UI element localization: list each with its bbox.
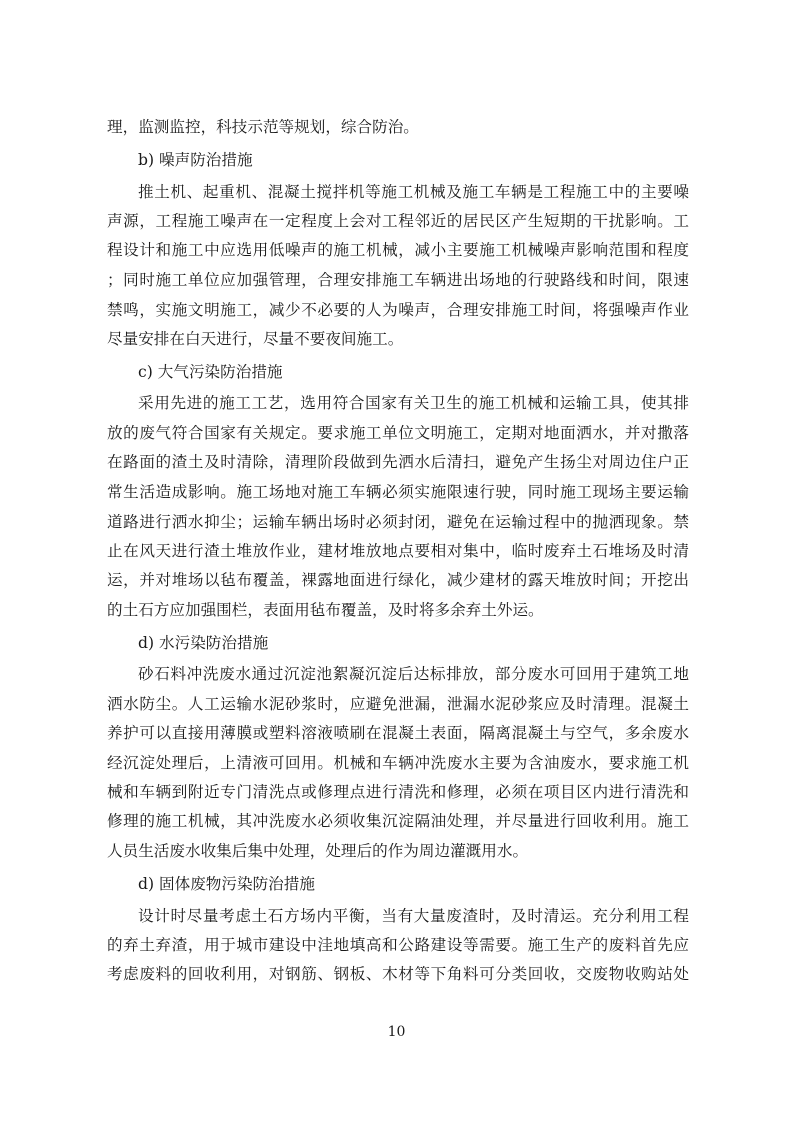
paragraph-line: 常生活造成影响。施工场地对施工车辆必须实施限速行驶，同时施工现场主要运输 [107,483,689,501]
paragraph-line: 声源，工程施工噪声在一定程度上会对工程邻近的居民区产生短期的干扰影响。工 [107,212,689,230]
paragraph-line: 械和车辆到附近专门清洗点或修理点进行清洗和修理，必须在项目区内进行清洗和 [107,783,689,801]
paragraph-line: 的土石方应加强围栏，表面用毡布覆盖，及时将多余弃土外运。 [107,601,544,619]
paragraph-line: 在路面的渣土及时清除，清理阶段做到先洒水后清扫，避免产生扬尘对周边住户正 [107,453,689,471]
paragraph-line: 修理的施工机械，其冲洗废水必须收集沉淀隔油处理，并尽量进行回收利用。施工 [107,812,689,830]
paragraph-line: 运，并对堆场以毡布覆盖，裸露地面进行绿化，减少建材的露天堆放时间；开挖出 [107,571,689,589]
paragraph-line: 止在风天进行渣土堆放作业，建材堆放地点要相对集中，临时废弃土石堆场及时清 [107,542,689,560]
section-heading-solid-waste: d) 固体废物污染防治措施 [138,875,315,893]
paragraph-line: 采用先进的施工工艺，选用符合国家有关卫生的施工机械和运输工具，使其排 [138,394,689,412]
paragraph-line: 设计时尽量考虑土石方场内平衡，当有大量废渣时，及时清运。充分利用工程 [138,907,689,925]
paragraph-line: ；同时施工单位应加强管理，合理安排施工车辆进出场地的行驶路线和时间，限速 [107,271,689,289]
section-heading-air: c) 大气污染防治措施 [138,363,283,381]
paragraph-line: 考虑废料的回收利用，对钢筋、钢板、木材等下角料可分类回收，交废物收购站处 [107,965,689,983]
paragraph-line: 经沉淀处理后，上清液可回用。机械和车辆冲洗废水主要为含油废水，要求施工机 [107,754,689,772]
paragraph-line: 的弃土弃渣，用于城市建设中洼地填高和公路建设等需要。施工生产的废料首先应 [107,936,689,954]
paragraph-line: 洒水防尘。人工运输水泥砂浆时，应避免泄漏，泄漏水泥砂浆应及时清理。混凝土 [107,695,689,713]
paragraph-line: 尽量安排在白天进行，尽量不要夜间施工。 [107,330,404,348]
paragraph-line: 道路进行洒水抑尘；运输车辆出场时必须封闭，避免在运输过程中的抛洒现象。禁 [107,513,689,531]
section-heading-water: d) 水污染防治措施 [138,634,269,652]
paragraph-line: 人员生活废水收集后集中处理，处理后的作为周边灌溉用水。 [107,842,529,860]
paragraph-line: 程设计和施工中应选用低噪声的施工机械，减小主要施工机械噪声影响范围和程度 [107,241,689,259]
paragraph-line: 砂石料冲洗废水通过沉淀池絮凝沉淀后达标排放，部分废水可回用于建筑工地 [138,665,689,683]
paragraph-line: 推土机、起重机、混凝土搅拌机等施工机械及施工车辆是工程施工中的主要噪 [138,183,689,201]
paragraph-line: 理，监测监控，科技示范等规划，综合防治。 [107,118,419,136]
paragraph-line: 禁鸣，实施文明施工，减少不必要的人为噪声，合理安排施工时间，将强噪声作业 [107,301,689,319]
paragraph-line: 放的废气符合国家有关规定。要求施工单位文明施工，定期对地面洒水，并对撒落 [107,424,689,442]
page-number: 10 [387,1024,406,1040]
section-heading-noise: b) 噪声防治措施 [138,151,253,169]
paragraph-line: 养护可以直接用薄膜或塑料溶液喷刷在混凝土表面，隔离混凝土与空气，多余废水 [107,724,689,742]
